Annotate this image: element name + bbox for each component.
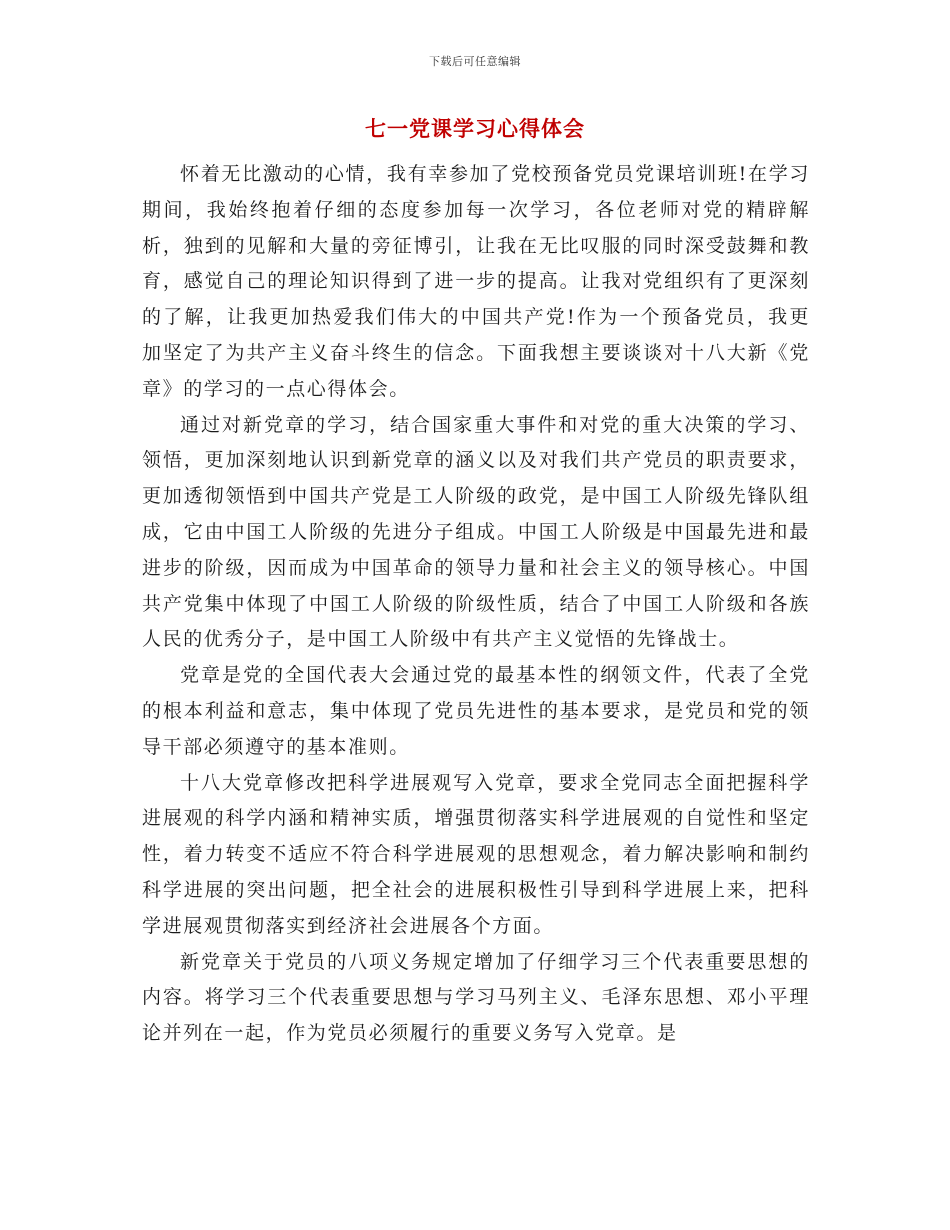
document-title: 七一党课学习心得体会 [365,116,585,141]
header-note: 下载后可任意编辑 [429,55,521,68]
document-body [142,157,810,1052]
paragraph-2: 通过对新党章的学习，结合国家重大事件和对党的重大决策的学习、领悟，更加深刻地认识到新党章的涵义以及对我们共产党员的职责要求，更加透彻领悟到中国共产党是工人阶级的政党，是中国工人阶级先锋队组成，它由中国工人阶级的先进分子组成。中国工人阶级是中国最先进和最进步的阶级，因而成为中国革命的领导力量和社会主义的领导核心。中国共产党集中体现了中国工人阶级的阶级性质，结合了中国工人阶级和各族人民的优秀分子，是中国工人阶级中有共产主义觉悟的先锋战士。 [142,413,810,651]
paragraph-4: 十八大党章修改把科学进展观写入党章，要求全党同志全面把握科学进展观的科学内涵和精神实质，增强贯彻落实科学进展观的自觉性和坚定性，着力转变不适应不符合科学进展观的思想观念，着力解决影响和制约科学进展的突出问题，把全社会的进展积极性引导到科学进展上来，把科学进展观贯彻落实到经济社会进展各个方面。 [142,771,810,937]
paragraph-3: 党章是党的全国代表大会通过党的最基本性的纲领文件，代表了全党的根本利益和意志，集中体现了党员先进性的基本要求，是党员和党的领导干部必须遵守的基本准则。 [142,664,810,758]
paragraph-5: 新党章关于党员的八项义务规定增加了仔细学习三个代表重要思想的内容。将学习三个代表重要思想与学习马列主义、毛泽东思想、邓小平理论并列在一起，作为党员必须履行的重要义务写入党章。是 [142,950,810,1045]
paragraph-1: 怀着无比激动的心情，我有幸参加了党校预备党员党课培训班!在学习期间，我始终抱着仔细的态度参加每一次学习，各位老师对党的精辟解析，独到的见解和大量的旁征博引，让我在无比叹服的同时深受鼓舞和教育，感觉自己的理论知识得到了进一步的提高。让我对党组织有了更深刻的了解，让我更加热爱我们伟大的中国共产党!作为一个预备党员，我更加坚定了为共产主义奋斗终生的信念。下面我想主要谈谈对十八大新《党章》的学习的一点心得体会。 [142,163,810,400]
